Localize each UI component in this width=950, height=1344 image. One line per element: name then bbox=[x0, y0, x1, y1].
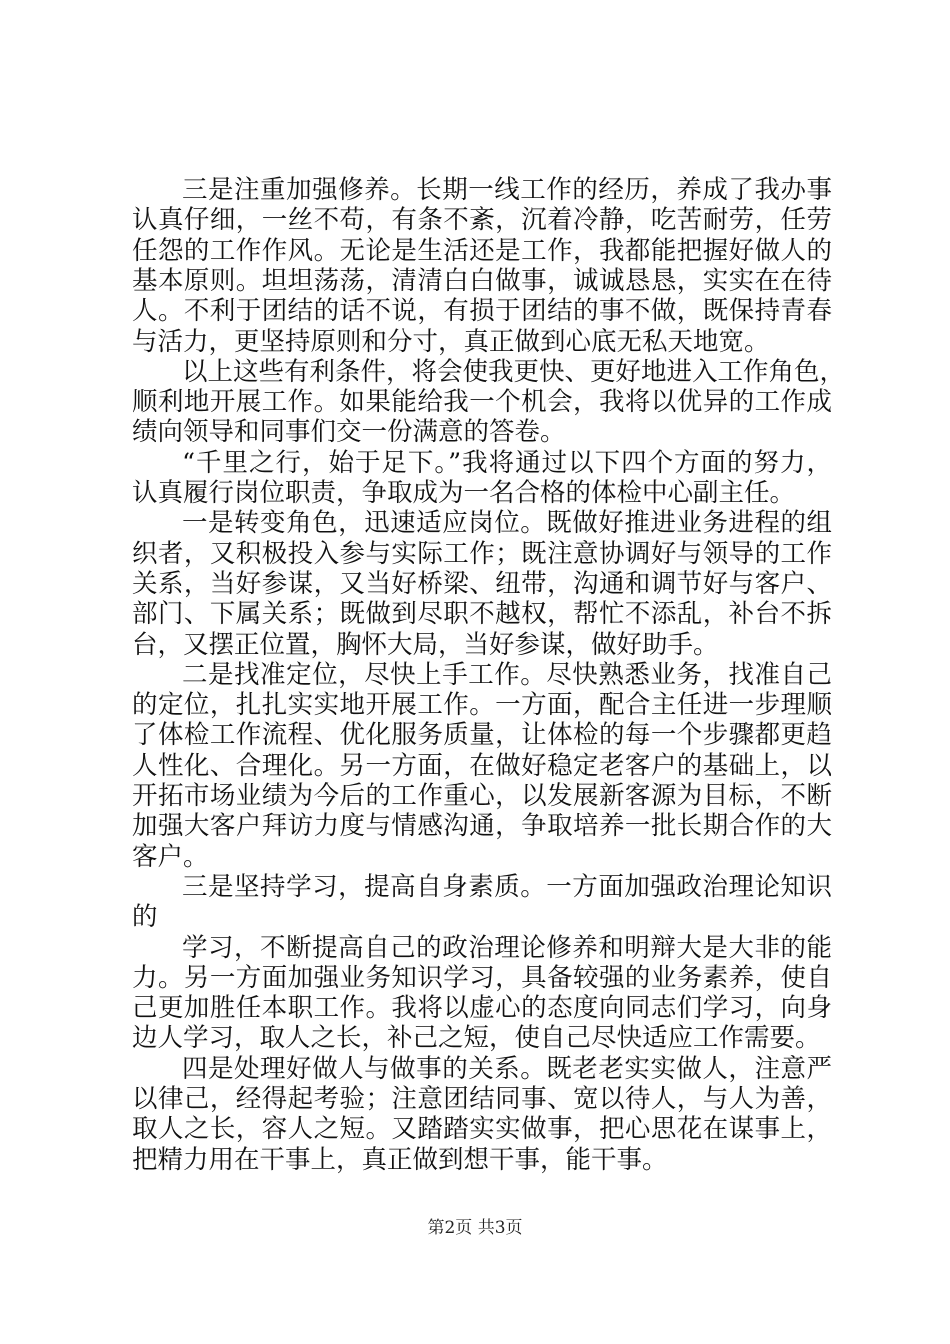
text-line: 与活力，更坚持原则和分寸，真正做到心底无私天地宽。 bbox=[132, 327, 770, 357]
text-line: 关系，当好参谋，又当好桥梁、纽带，沟通和调节好与客户、 bbox=[132, 569, 832, 599]
text-line: 认真履行岗位职责，争取成为一名合格的体检中心副主任。 bbox=[132, 478, 796, 508]
text-line: 力。另一方面加强业务知识学习，具备较强的业务素养，使自 bbox=[132, 963, 832, 993]
text-line: 人。不利于团结的话不说，有损于团结的事不做，既保持青春 bbox=[132, 296, 832, 326]
text-line: 绩向领导和同事们交一份满意的答卷。 bbox=[132, 417, 566, 447]
text-line: 一是转变角色，迅速适应岗位。既做好推进业务进程的组 bbox=[182, 508, 832, 538]
text-line: 的定位，扎扎实实地开展工作。一方面，配合主任进一步理顺 bbox=[132, 690, 832, 720]
text-line: 顺利地开展工作。如果能给我一个机会，我将以优异的工作成 bbox=[132, 387, 832, 417]
text-line: 学习，不断提高自己的政治理论修养和明辩大是大非的能 bbox=[182, 933, 832, 963]
text-line: 三是注重加强修养。长期一线工作的经历，养成了我办事 bbox=[182, 175, 832, 205]
text-line: 己更加胜任本职工作。我将以虚心的态度向同志们学习，向身 bbox=[132, 993, 832, 1023]
text-line: 开拓市场业绩为今后的工作重心，以发展新客源为目标，不断 bbox=[132, 781, 832, 811]
text-line: 边人学习，取人之长，补己之短，使自己尽快适应工作需要。 bbox=[132, 1023, 821, 1053]
text-line: 客户。 bbox=[132, 842, 209, 872]
text-line: 把精力用在干事上，真正做到想干事，能干事。 bbox=[132, 1145, 668, 1175]
text-line: 二是找准定位，尽快上手工作。尽快熟悉业务，找准自己 bbox=[182, 660, 832, 690]
page-footer: 第2页 共3页 bbox=[427, 1218, 523, 1238]
text-line: 人性化、合理化。另一方面，在做好稳定老客户的基础上，以 bbox=[132, 751, 832, 781]
text-line: 加强大客户拜访力度与情感沟通，争取培养一批长期合作的大 bbox=[132, 811, 832, 841]
text-line: 台，又摆正位置，胸怀大局，当好参谋，做好助手。 bbox=[132, 630, 719, 660]
text-line: 任怨的工作作风。无论是生活还是工作，我都能把握好做人的 bbox=[132, 236, 832, 266]
text-line: 基本原则。坦坦荡荡，清清白白做事，诚诚恳恳，实实在在待 bbox=[132, 266, 832, 296]
text-line: 部门、下属关系；既做到尽职不越权，帮忙不添乱，补台不拆 bbox=[132, 599, 832, 629]
text-line: 取人之长，容人之短。又踏踏实实做事，把心思花在谋事上， bbox=[132, 1114, 832, 1144]
text-line: 四是处理好做人与做事的关系。既老老实实做人，注意严 bbox=[182, 1054, 832, 1084]
text-line: 认真仔细，一丝不苟，有条不紊，沉着冷静，吃苦耐劳，任劳 bbox=[132, 205, 832, 235]
text-line: 三是坚持学习，提高自身素质。一方面加强政治理论知识 bbox=[182, 872, 832, 902]
text-line: 以上这些有利条件，将会使我更快、更好地进入工作角色， bbox=[182, 357, 846, 387]
text-line: 以律己，经得起考验；注意团结同事、宽以待人，与人为善， bbox=[132, 1084, 832, 1114]
text-line: “千里之行，始于足下。”我将通过以下四个方面的努力， bbox=[182, 448, 832, 478]
text-line: 了体检工作流程、优化服务质量，让体检的每一个步骤都更趋 bbox=[132, 720, 832, 750]
text-line: 的 bbox=[132, 902, 158, 932]
text-line: 织者，又积极投入参与实际工作；既注意协调好与领导的工作 bbox=[132, 539, 832, 569]
